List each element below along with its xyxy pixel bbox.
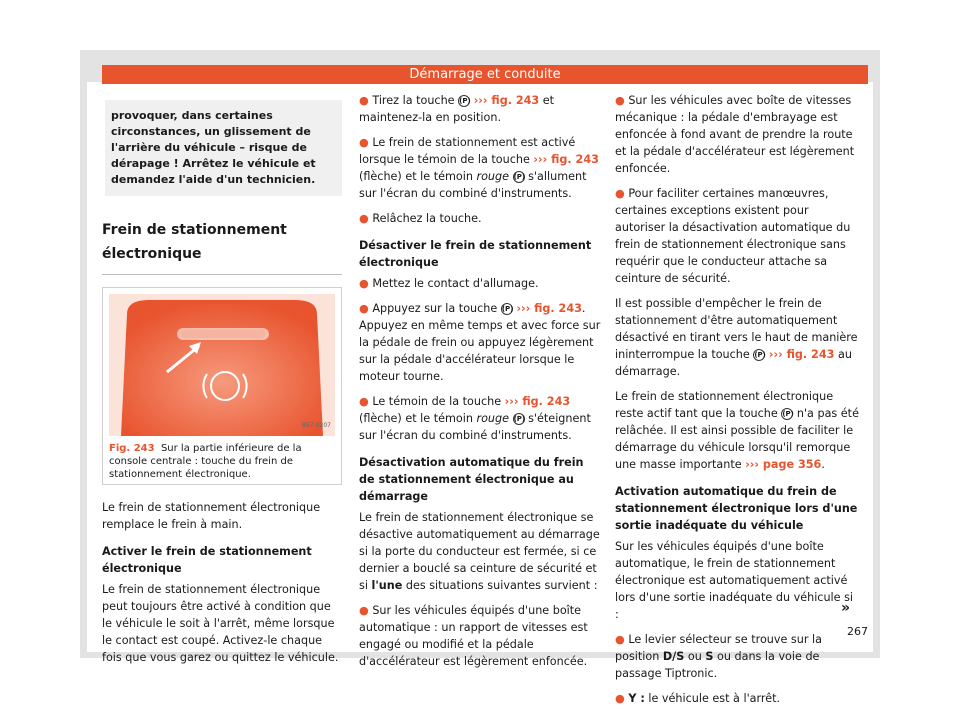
figure-reference-link[interactable]: ››› fig. 243 [533, 153, 599, 166]
text: (flèche) et le témoin [359, 170, 477, 183]
figure-reference-link[interactable]: ››› fig. 243 [473, 94, 540, 107]
col3-bullet-1 [615, 92, 859, 177]
text: ou dans la voie de passage Tiptronic. [615, 650, 820, 680]
col3-heading-1: Activation automatique du frein de stationnement électronique lors d'une sortie inadéquate du véhicule [615, 485, 858, 532]
text: Sur les véhicules avec boîte de vitesses mécanique : la pédale d'embrayage est enfoncée à fond avant de prendre la route et la pédale d'accélérateur est légèrement enfoncée. [615, 94, 855, 175]
col2-bullet-4 [359, 275, 602, 292]
parking-brake-photo [109, 294, 335, 436]
text: Il est possible d'empêcher le frein de stationnement d'être automatiquement désactivé en tirant vers le haut de manière ininterrompue la touche [615, 297, 858, 361]
figure-number: Fig. 243 [109, 443, 155, 454]
figure-reference-link[interactable]: ››› fig. 243 [504, 395, 571, 408]
figure-reference-link[interactable]: ››› fig. 243 [768, 348, 835, 361]
text: Tirez la touche [372, 94, 459, 107]
bold-text: D/S [662, 650, 685, 663]
figure-caption-text: Sur la partie inférieure de la console centrale : touche du frein de stationnement électronique. [109, 443, 302, 480]
text: Le frein de stationnement est activé lorsque le témoin de la touche [359, 136, 576, 166]
col3-paragraph-3: Sur les véhicules équipés d'une boîte automatique, le frein de stationnement électronique est automatiquement activé lors d'une sortie inadéquate du véhicule si : [615, 540, 854, 621]
section-title: Frein de stationnement électronique [102, 218, 342, 275]
bullet-icon: ● [359, 212, 369, 225]
col2-bullet-2 [359, 134, 602, 202]
parking-brake-icon: (P) [782, 410, 794, 418]
col2-bullet-3 [359, 210, 602, 227]
text: n'a pas été relâchée. Il est ainsi possible de faciliter le démarrage du véhicule lorsqu'il remorque une masse importante [615, 407, 859, 471]
col1-paragraph-2: Le frein de stationnement électronique peut toujours être activé à condition que le véhicule le soit à l'arrêt, même lorsque le contact est coupé. Activez-le chaque fois que vous garez ou quittez le véhicule. [102, 583, 339, 664]
bullet-icon: ● [615, 692, 625, 705]
text: Appuyez sur la touche [372, 302, 501, 315]
figure-caption [109, 442, 337, 481]
bullet-icon: ● [359, 604, 369, 617]
text: s'éteignent sur l'écran du combiné d'instruments. [359, 412, 591, 442]
text: Sur les véhicules équipés d'une boîte automatique : un rapport de vitesses est engagé ou modifié et la pédale d'accélérateur est légèrement enfoncée. [359, 604, 588, 668]
col3-bullet-3 [615, 631, 859, 682]
parking-brake-icon: (P) [501, 305, 514, 313]
col2-heading-1: Désactiver le frein de stationnement électronique [359, 239, 592, 269]
parking-brake-illustration [109, 294, 335, 436]
text: le véhicule est à l'arrêt. [644, 692, 781, 705]
text: Pour faciliter certaines manœuvres, certaines exceptions existent pour autoriser la désactivation automatique du frein de stationnement électronique sans requérir que le conducteur attache sa ceinture de sécurité. [615, 187, 851, 285]
parking-brake-icon: (P) [513, 415, 526, 423]
col2-paragraph-1 [359, 509, 602, 594]
text: Le frein de stationnement électronique reste actif tant que la touche [615, 390, 834, 420]
text: . Appuyez en même temps et avec force sur la pédale de frein ou appuyez légèrement sur la pédale d'accélérateur lorsque le moteur tourne. [359, 302, 601, 383]
text: Relâchez la touche. [372, 212, 482, 225]
text: et maintenez-la en position. [359, 94, 555, 124]
parking-brake-icon: (P) [513, 173, 526, 181]
text: Le frein de stationnement électronique se désactive automatiquement au démarrage si la porte du conducteur est fermée, si ce dernier a bouclé sa ceinture de sécurité et si [359, 511, 600, 592]
bold-text: l'une [371, 579, 403, 592]
col3-paragraph-2 [615, 388, 859, 473]
bullet-icon: ● [615, 94, 625, 107]
text: Mettez le contact d'allumage. [372, 277, 539, 290]
bullet-icon: ● [615, 633, 625, 646]
continue-arrow-icon: » [840, 600, 850, 616]
chapter-header: Démarrage et conduite [102, 65, 868, 84]
italic-text: rouge [476, 170, 510, 183]
col2-bullet-6 [359, 393, 602, 444]
parking-brake-icon: (P) [754, 351, 766, 359]
col2-bullet-7 [359, 602, 602, 670]
warning-box: provoquer, dans certaines circonstances, un glissement de l'arrière du véhicule – risque de dérapage ! Arrêtez le véhicule et demandez l'aide d'un technicien. [102, 100, 342, 196]
page-reference-link[interactable]: ››› page 356 [745, 458, 822, 471]
col2-heading-2: Désactivation automatique du frein de stationnement électronique au démarrage [359, 456, 584, 503]
text: (flèche) et le témoin [359, 412, 477, 425]
bullet-icon: ● [615, 187, 625, 200]
text: Le témoin de la touche [372, 395, 505, 408]
bullet-icon: ● [359, 277, 369, 290]
text: s'allument sur l'écran du combiné d'instruments. [359, 170, 587, 200]
col1-heading-1: Activer le frein de stationnement électronique [102, 545, 312, 575]
figure-243 [102, 287, 342, 485]
column-2 [359, 92, 602, 678]
text: au démarrage. [615, 348, 852, 378]
col2-bullet-5 [359, 300, 602, 385]
italic-text: rouge [476, 412, 510, 425]
col3-bullet-4 [615, 690, 859, 707]
page-number: 267 [847, 625, 868, 638]
parking-brake-icon: (P) [459, 97, 471, 105]
col3-paragraph-1 [615, 295, 859, 380]
figure-reference-link[interactable]: ››› fig. 243 [516, 302, 582, 315]
bold-text: Y : [628, 692, 645, 705]
bold-text: S [705, 650, 714, 663]
column-3 [615, 92, 859, 715]
column-1 [102, 92, 342, 674]
bullet-icon: ● [359, 395, 369, 408]
bullet-icon: ● [359, 302, 369, 315]
col3-bullet-2 [615, 185, 859, 287]
bullet-icon: ● [359, 136, 369, 149]
text: Le levier sélecteur se trouve sur la position [615, 633, 822, 663]
text: . [821, 458, 825, 471]
text: des situations suivantes survient : [402, 579, 598, 592]
col1-paragraph-1: Le frein de stationnement électronique remplace le frein à main. [102, 501, 321, 531]
text: ou [684, 650, 706, 663]
figure-code: B57-0207 [301, 422, 331, 429]
col2-bullet-1 [359, 92, 602, 126]
bullet-icon: ● [359, 94, 369, 107]
